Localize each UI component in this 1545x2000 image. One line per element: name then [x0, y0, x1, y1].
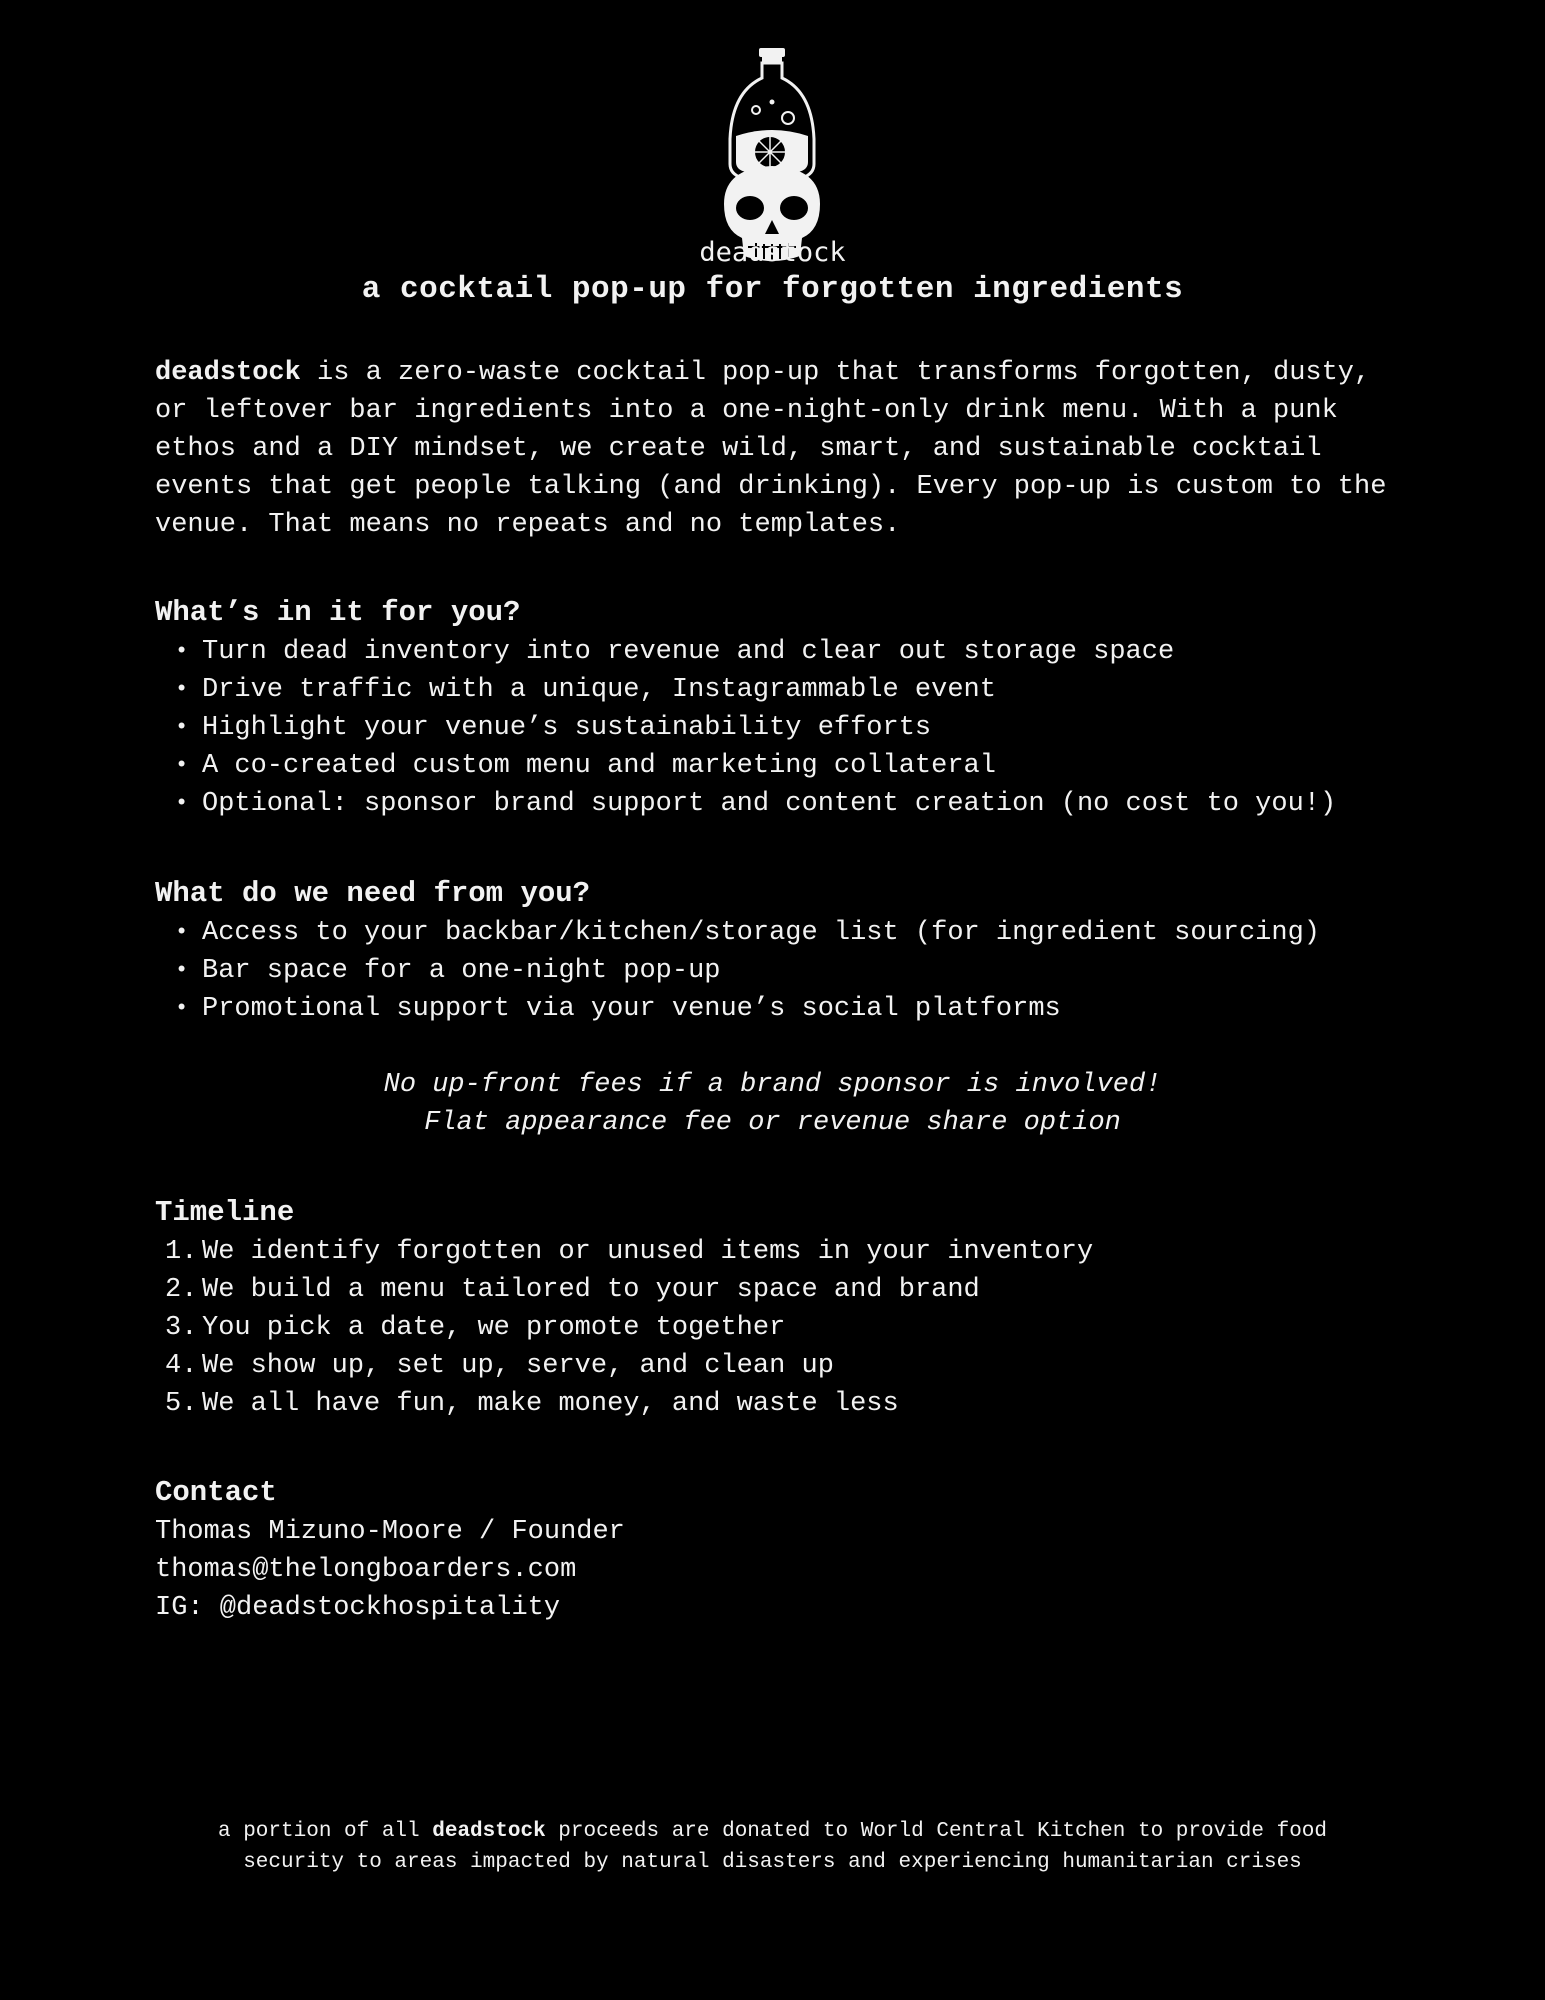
list-item: • Bar space for a one-night pop-up — [155, 952, 1395, 990]
step-number: 2. — [165, 1275, 198, 1305]
step-number: 5. — [165, 1389, 198, 1419]
step-text: We identify forgotten or unused items in your inventory — [202, 1237, 1094, 1267]
footer-note — [0, 1816, 1545, 1878]
benefits-heading: What’s in it for you? — [155, 596, 521, 629]
benefits-list — [155, 633, 1395, 823]
list-item: • Highlight your venue’s sustainability efforts — [155, 709, 1395, 747]
benefits-section — [155, 593, 1395, 823]
timeline-step — [155, 1309, 1395, 1347]
timeline-step — [155, 1271, 1395, 1309]
fees-note — [0, 1066, 1545, 1142]
list-item: • A co-created custom menu and marketing collateral — [155, 747, 1395, 785]
list-item: • Drive traffic with a unique, Instagrammable event — [155, 671, 1395, 709]
step-text: We build a menu tailored to your space and brand — [202, 1275, 980, 1305]
footer-text: proceeds are donated to World Central Kitchen to provide food — [545, 1820, 1327, 1843]
fees-line-2: Flat appearance fee or revenue share option — [424, 1108, 1121, 1138]
intro-text: is a zero-waste cocktail pop-up that transforms forgotten, dusty, or leftover bar ingredients into a one-night-only drink menu. With a punk ethos and a DIY mindset, we create wild, smart, and sustainable cocktail events that get people talking (and drinking). Every pop-up is custom to the venue. That means no repeats and no templates. — [155, 358, 1387, 540]
contact-email[interactable]: thomas@thelongboarders.com — [155, 1555, 577, 1585]
needs-heading: What do we need from you? — [155, 877, 591, 910]
step-number: 1. — [165, 1237, 198, 1267]
intro-brand-word: deadstock — [155, 358, 301, 388]
intro-paragraph — [155, 354, 1395, 544]
timeline-section — [155, 1193, 1395, 1423]
footer-line-1 — [0, 1816, 1545, 1847]
contact-heading: Contact — [155, 1476, 277, 1509]
step-text: We all have fun, make money, and waste less — [202, 1389, 899, 1419]
step-number: 3. — [165, 1313, 198, 1343]
footer-brand-word: deadstock — [432, 1820, 546, 1843]
needs-section — [155, 874, 1395, 1028]
timeline-heading: Timeline — [155, 1196, 295, 1229]
step-text: We show up, set up, serve, and clean up — [202, 1351, 834, 1381]
timeline-step — [155, 1233, 1395, 1271]
contact-section — [155, 1473, 1395, 1627]
step-number: 4. — [165, 1351, 198, 1381]
footer-text: a portion of all — [218, 1820, 433, 1843]
needs-list — [155, 914, 1395, 1028]
fees-line-1: No up-front fees if a brand sponsor is involved! — [383, 1070, 1162, 1100]
contact-instagram[interactable]: IG: @deadstockhospitality — [155, 1593, 561, 1623]
list-item: • Optional: sponsor brand support and content creation (no cost to you!) — [155, 785, 1395, 823]
timeline-step — [155, 1347, 1395, 1385]
list-item: • Turn dead inventory into revenue and clear out storage space — [155, 633, 1395, 671]
list-item: • Promotional support via your venue’s social platforms — [155, 990, 1395, 1028]
footer-line-2: security to areas impacted by natural disasters and experiencing humanitarian crises — [243, 1851, 1302, 1874]
timeline-step — [155, 1385, 1395, 1423]
step-text: You pick a date, we promote together — [202, 1313, 786, 1343]
logo-wordmark: deadstock — [699, 237, 846, 268]
contact-name: Thomas Mizuno-Moore / Founder — [155, 1517, 625, 1547]
list-item: • Access to your backbar/kitchen/storage list (for ingredient sourcing) — [155, 914, 1395, 952]
page-title: a cocktail pop-up for forgotten ingredients — [361, 272, 1184, 307]
timeline-list — [155, 1233, 1395, 1423]
